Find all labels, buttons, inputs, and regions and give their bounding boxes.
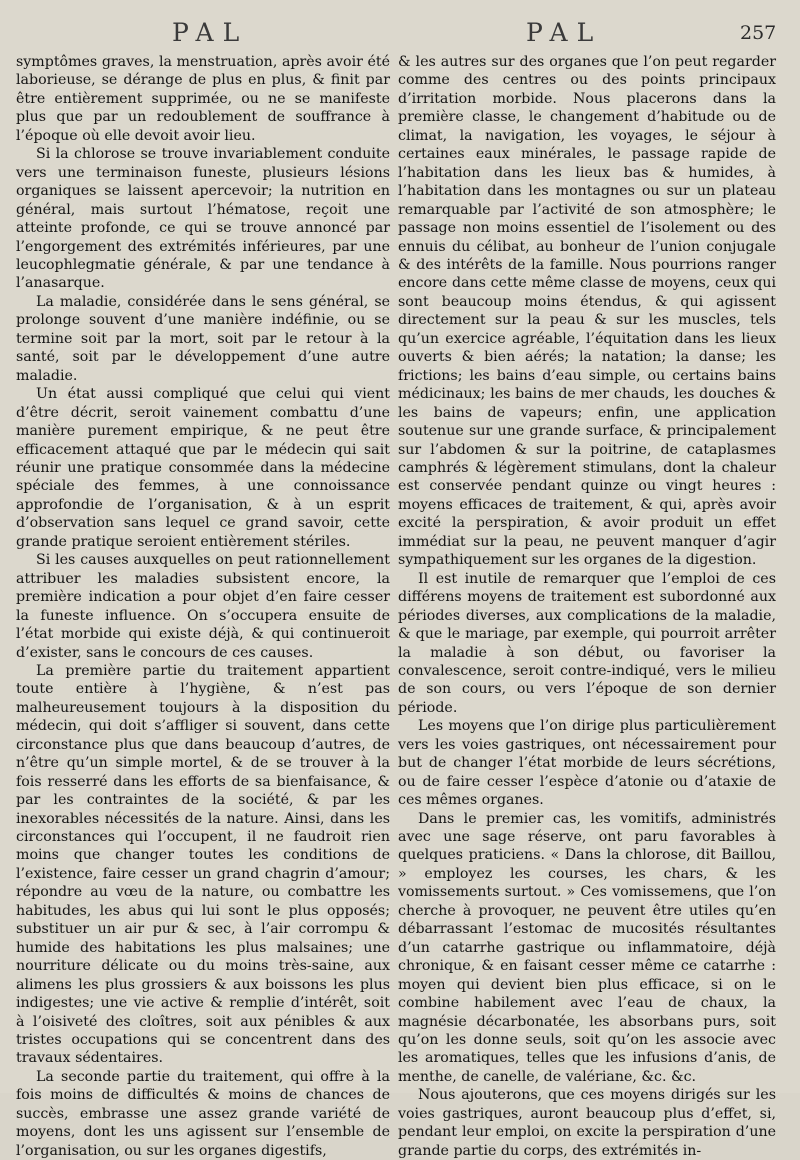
left-running-head: PAL <box>172 18 249 47</box>
paragraph-left-3: La maladie, considérée dans le sens général, se prolonge souvent d’une manière indéfinie, ou se termine soit par la mort, soit par le retour à la santé, soit par le développement d’une autre maladie. <box>16 293 390 384</box>
right-running-head: PAL <box>526 18 603 47</box>
right-text-column <box>398 53 776 1160</box>
paragraph-right-4: Dans le premier cas, les vomitifs, administrés avec une sage réserve, ont paru favorables à quelques praticiens. « Dans la chlorose, dit Baillou, » employez les courses, les chars, & les vomissements surtout. » Ces vomissemens, que l’on cherche à provoquer, ne peuvent être utiles qu’en débarrassant l’estomac de mucosités résultantes d’un catarrhe gastrique ou inflammatoire, déjà chronique, & en faisant cesser même ce catarrhe : moyen qui devient bien plus efficace, si on le combine habilement avec l’eau de chaux, la magnésie décarbonatée, les absorbans purs, soit qu’on les donne seuls, soit qu’on les associe avec les aromatiques, telles que les infusions d’anis, de menthe, de canelle, de valériane, &c. &c. <box>398 810 776 1085</box>
paragraph-left-5: Si les causes auxquelles on peut rationnellement attribuer les maladies subsistent encore, la première indication a pour objet d’en faire cesser la funeste influence. On s’occupera ensuite de l’état morbide qui existe déjà, & qui continueroit d’exister, sans le concours de ces causes. <box>16 552 390 661</box>
paragraph-left-2: Si la chlorose se trouve invariablement conduite vers une terminaison funeste, plusieurs lésions organiques se laissent apercevoir; la nutrition en général, mais surtout l’hématose, reçoit une atteinte profonde, ce qui se trouve annoncé par l’engorgement des extrémités inférieures, par une leucophlegmatie générale, & par une tendance à l’anasarque. <box>16 146 390 292</box>
paragraph-right-1: & les autres sur des organes que l’on peut regarder comme des centres ou des points principaux d’irritation morbide. Nous placerons dans la première classe, le changement d’habitude ou de climat, la navigation, les voyages, le séjour à certaines eaux minérales, le passage rapide de l’habitation dans les lieux bas & humides, à l’habitation dans les montagnes ou sur un plateau remarquable par l’activité de son atmosphère; le passage non moins essentiel de l’isolement ou des ennuis du célibat, au bonheur de l’union conjugale & des intérêts de la famille. Nous pourrions ranger encore dans cette même classe de moyens, ceux qui sont beaucoup moins étendus, & qui agissent directement sur la peau & sur les muscles, tels qu’un exercice agréable, l’équitation dans les lieux ouverts & bien aérés; la natation; la danse; les frictions; les bains d’eau simple, ou certains bains médicinaux; les bains de mer chauds, les douches & les bains de vapeurs; enfin, une application soutenue sur une grande surface, & principalement sur l’abdomen & sur la poitrine, de cataplasmes camphrés & légèrement stimulans, dont la chaleur est conservée pendant quinze ou vingt heures : moyens efficaces de traitement, & qui, après avoir excité la perspiration, & avoir produit un effet immédiat sur la peau, ne peuvent manquer d’agir sympathiquement sur les organes de la digestion. <box>398 54 776 569</box>
paragraph-right-2: Il est inutile de remarquer que l’emploi de ces différens moyens de traitement est subordonné aux périodes diverses, aux complications de la maladie, & que le mariage, par exemple, qui pourroit arrêter la maladie à son début, ou favoriser la convalescence, seroit contre-indiqué, vers le milieu de son cours, ou vers l’époque de son dernier période. <box>398 570 776 716</box>
paragraph-left-4: Un état aussi compliqué que celui qui vient d’être décrit, seroit vainement combattu d’une manière purement empirique, & ne peut être efficacement attaqué que par le médecin qui sait réunir une pratique consommée dans la médecine spéciale des femmes, à une connoissance approfondie de l’organisation, & à un esprit d’observation sans lequel ce grand savoir, cette grande pratique seroient entièrement stériles. <box>16 386 390 550</box>
page-header <box>0 14 800 50</box>
page-number: 257 <box>740 22 777 44</box>
paragraph-left-6: La première partie du traitement appartient toute entière à l’hygiène, & n’est pas malheureusement toujours à la disposition du médecin, qui doit s’affliger si souvent, dans cette circonstance plus que dans beaucoup d’autres, de n’être qu’un simple mortel, & de se trouver à la fois resserré dans les efforts de sa bienfaisance, & par les contraintes de la société, & par les inexorables nécessités de la nature. Ainsi, dans les circonstances qui l’occupent, il ne faudroit rien moins que changer toutes les conditions de l’existence, faire cesser un grand chagrin d’amour; répondre au vœu de la nature, ou combattre les habitudes, les abus qui lui sont le plus opposés; substituer un air pur & sec, à l’air corrompu & humide des habitations les plus malsaines; une nourriture délicate ou du moins très-saine, aux alimens les plus grossiers & aux boissons les plus indigestes; une vie active & remplie d’intérêt, soit à l’oisiveté des cloîtres, soit aux pénibles & aux tristes occupations qui se concentrent dans des travaux sédentaires. <box>16 662 390 1067</box>
paragraph-left-7: La seconde partie du traitement, qui offre à la fois moins de difficultés & moins de chances de succès, embrasse une assez grande variété de moyens, dont les uns agissent sur l’ensemble de l’organisation, ou sur les organes digestifs, <box>16 1068 390 1159</box>
paragraph-left-1: symptômes graves, la menstruation, après avoir été laborieuse, se dérange de plus en plus, & finit par être entièrement supprimée, ou ne se manifeste plus que par un redoublement de souffrance à l’époque où elle devoit avoir lieu. <box>16 54 390 144</box>
left-text-column <box>16 53 390 1160</box>
paragraph-right-3: Les moyens que l’on dirige plus particulièrement vers les voies gastriques, ont nécessairement pour but de changer l’état morbide de leurs sécrétions, ou de faire cesser l’espèce d’atonie ou d’ataxie de ces mêmes organes. <box>398 718 776 809</box>
paragraph-right-5: Nous ajouterons, que ces moyens dirigés sur les voies gastriques, auront beaucoup plus d’effet, si, pendant leur emploi, on excite la perspiration d’une grande partie du corps, des extrémités in- <box>398 1087 776 1159</box>
